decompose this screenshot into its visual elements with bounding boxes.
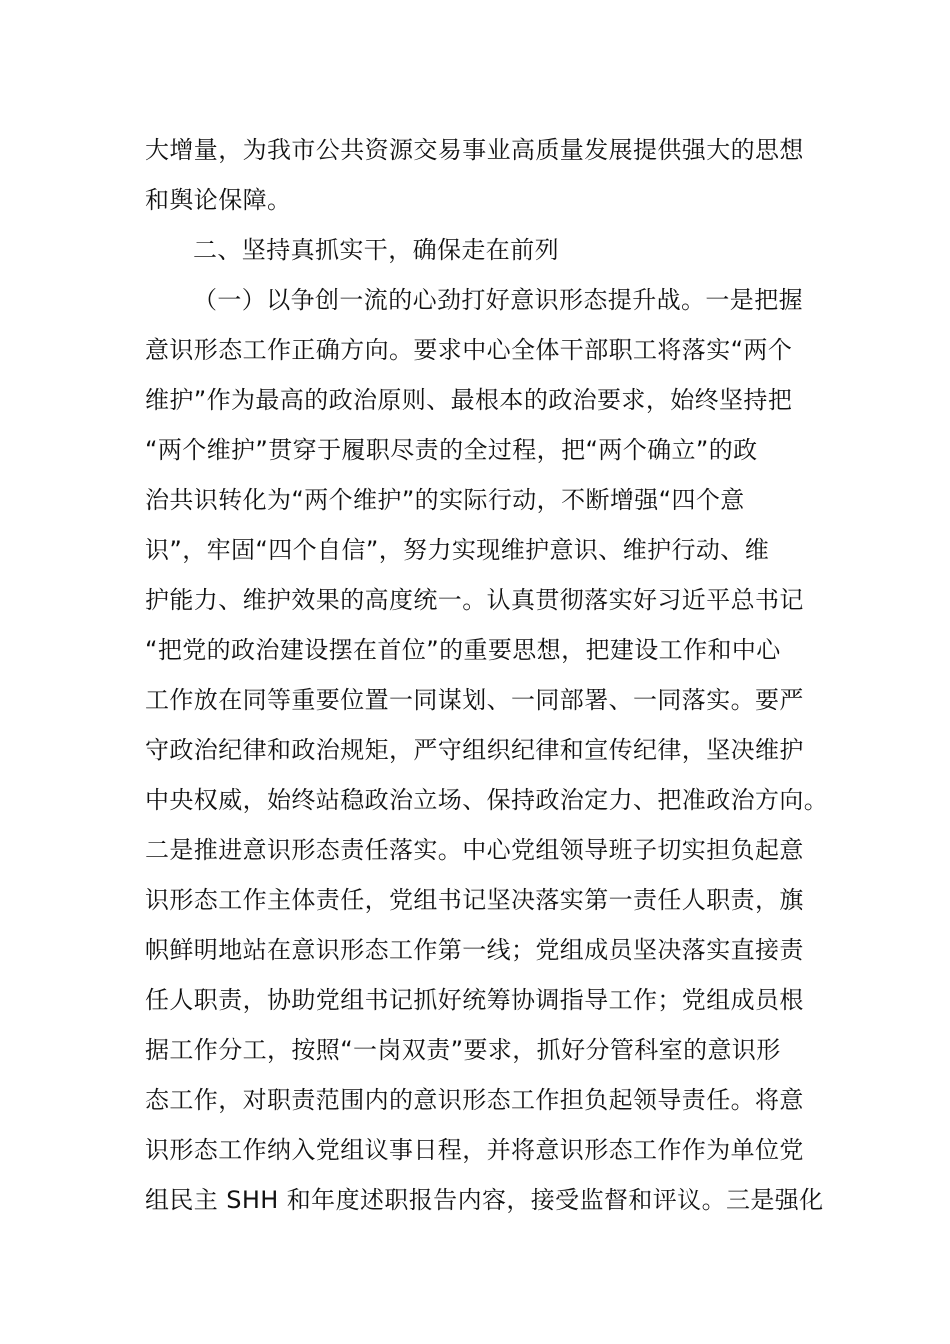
text-line: 识形态工作纳入党组议事日程，并将意识形态工作作为单位党 [145, 1136, 804, 1164]
subsection-heading-line: （一）以争创一流的心劲打好意识形态提升战。一是把握 [193, 286, 803, 314]
text-line: 组民主 SHH 和年度述职报告内容，接受监督和评议。三是强化 [145, 1186, 824, 1214]
text-line: 帜鲜明地站在意识形态工作第一线；党组成员坚决落实直接责 [145, 936, 804, 964]
text-line: “把党的政治建设摆在首位”的重要思想，把建设工作和中心 [145, 636, 781, 664]
text-line: 识”，牢固“四个自信”，努力实现维护意识、维护行动、维 [145, 536, 770, 564]
text-line: 大增量，为我市公共资源交易事业高质量发展提供强大的思想 [145, 136, 804, 164]
text-line: 守政治纪律和政治规矩，严守组织纪律和宣传纪律，坚决维护 [145, 736, 804, 764]
text-line: 维护”作为最高的政治原则、最根本的政治要求，始终坚持把 [145, 386, 793, 414]
text-line: 二是推进意识形态责任落实。中心党组领导班子切实担负起意 [145, 836, 804, 864]
text-line: 治共识转化为“两个维护”的实际行动，不断增强“四个意 [145, 486, 745, 514]
text-line: 态工作，对职责范围内的意识形态工作担负起领导责任。将意 [145, 1086, 804, 1114]
text-line: 工作放在同等重要位置一同谋划、一同部署、一同落实。要严 [145, 686, 804, 714]
text-line: 中央权威，始终站稳政治立场、保持政治定力、把准政治方向。 [145, 786, 829, 814]
text-line: 任人职责，协助党组书记抓好统筹协调指导工作；党组成员根 [145, 986, 804, 1014]
section-heading: 二、坚持真抓实干，确保走在前列 [193, 236, 559, 264]
text-line: “两个维护”贯穿于履职尽责的全过程，把“两个确立”的政 [145, 436, 758, 464]
text-line: 据工作分工，按照“一岗双责”要求，抓好分管科室的意识形 [145, 1036, 781, 1064]
text-line: 和舆论保障。 [145, 186, 292, 214]
text-line: 护能力、维护效果的高度统一。认真贯彻落实好习近平总书记 [145, 586, 804, 614]
text-line: 识形态工作主体责任，党组书记坚决落实第一责任人职责，旗 [145, 886, 804, 914]
text-line: 意识形态工作正确方向。要求中心全体干部职工将落实“两个 [145, 336, 793, 364]
